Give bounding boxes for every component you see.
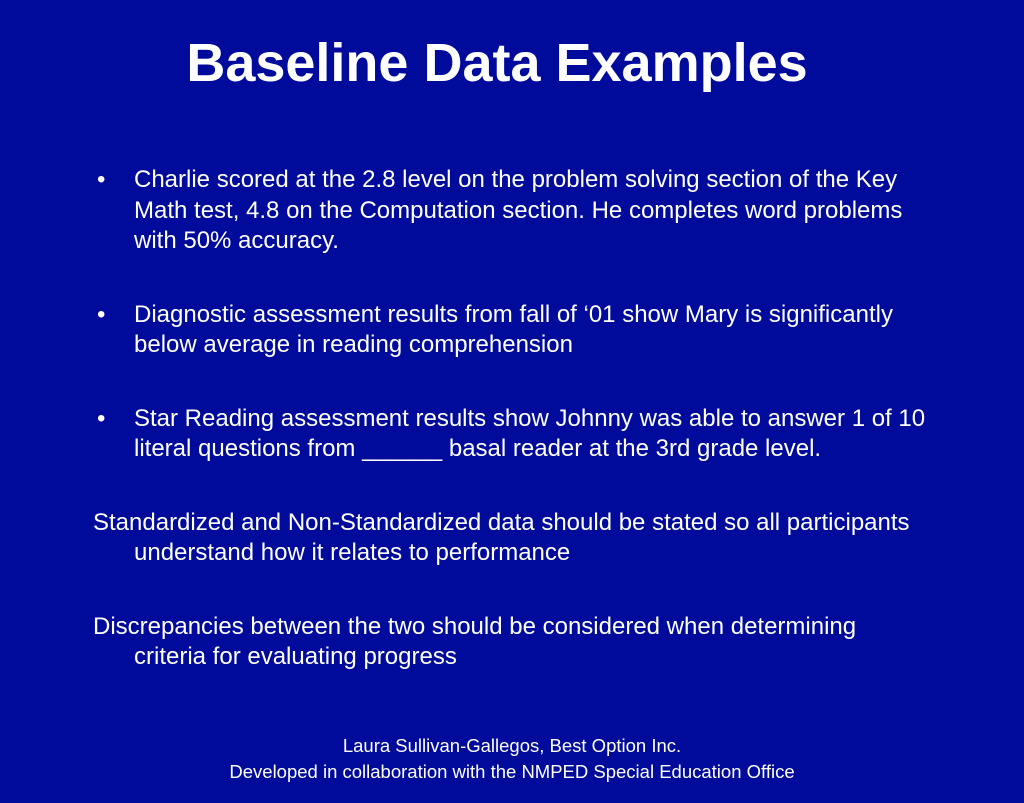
bullet-marker: •	[97, 300, 106, 328]
bullet-marker: •	[97, 166, 106, 193]
bullet-text: Charlie scored at the 2.8 level on the problem solving section of the Key Math test, 4.8 on the Computation section. He completes word problems with 50% accuracy.	[134, 166, 903, 254]
slide-body	[93, 165, 933, 716]
bullet-text: Diagnostic assessment results from fall of ‘01 show Mary is significantly below average in reading comprehension	[134, 300, 893, 358]
footer-author: Laura Sullivan-Gallegos, Best Option Inc.	[342, 735, 682, 756]
paragraph-discrepancies: Discrepancies between the two should be considered when determining criteria for evaluating progress	[93, 612, 857, 670]
bullet-item-charlie	[93, 165, 933, 257]
bullet-item-mary	[93, 300, 933, 361]
bullet-item-johnny	[93, 404, 933, 465]
slide-footer	[0, 733, 1024, 785]
bullet-text: Star Reading assessment results show Johnny was able to answer 1 of 10 literal questions from ______ basal reader at the 3rd grade level.	[134, 404, 926, 462]
paragraph-standardized-data: Standardized and Non-Standardized data should be stated so all participants understand how it relates to performance	[93, 508, 910, 566]
bullet-marker: •	[97, 404, 106, 432]
footer-collaboration: Developed in collaboration with the NMPED Special Education Office	[229, 761, 795, 782]
slide-title: Baseline Data Examples	[186, 33, 808, 93]
